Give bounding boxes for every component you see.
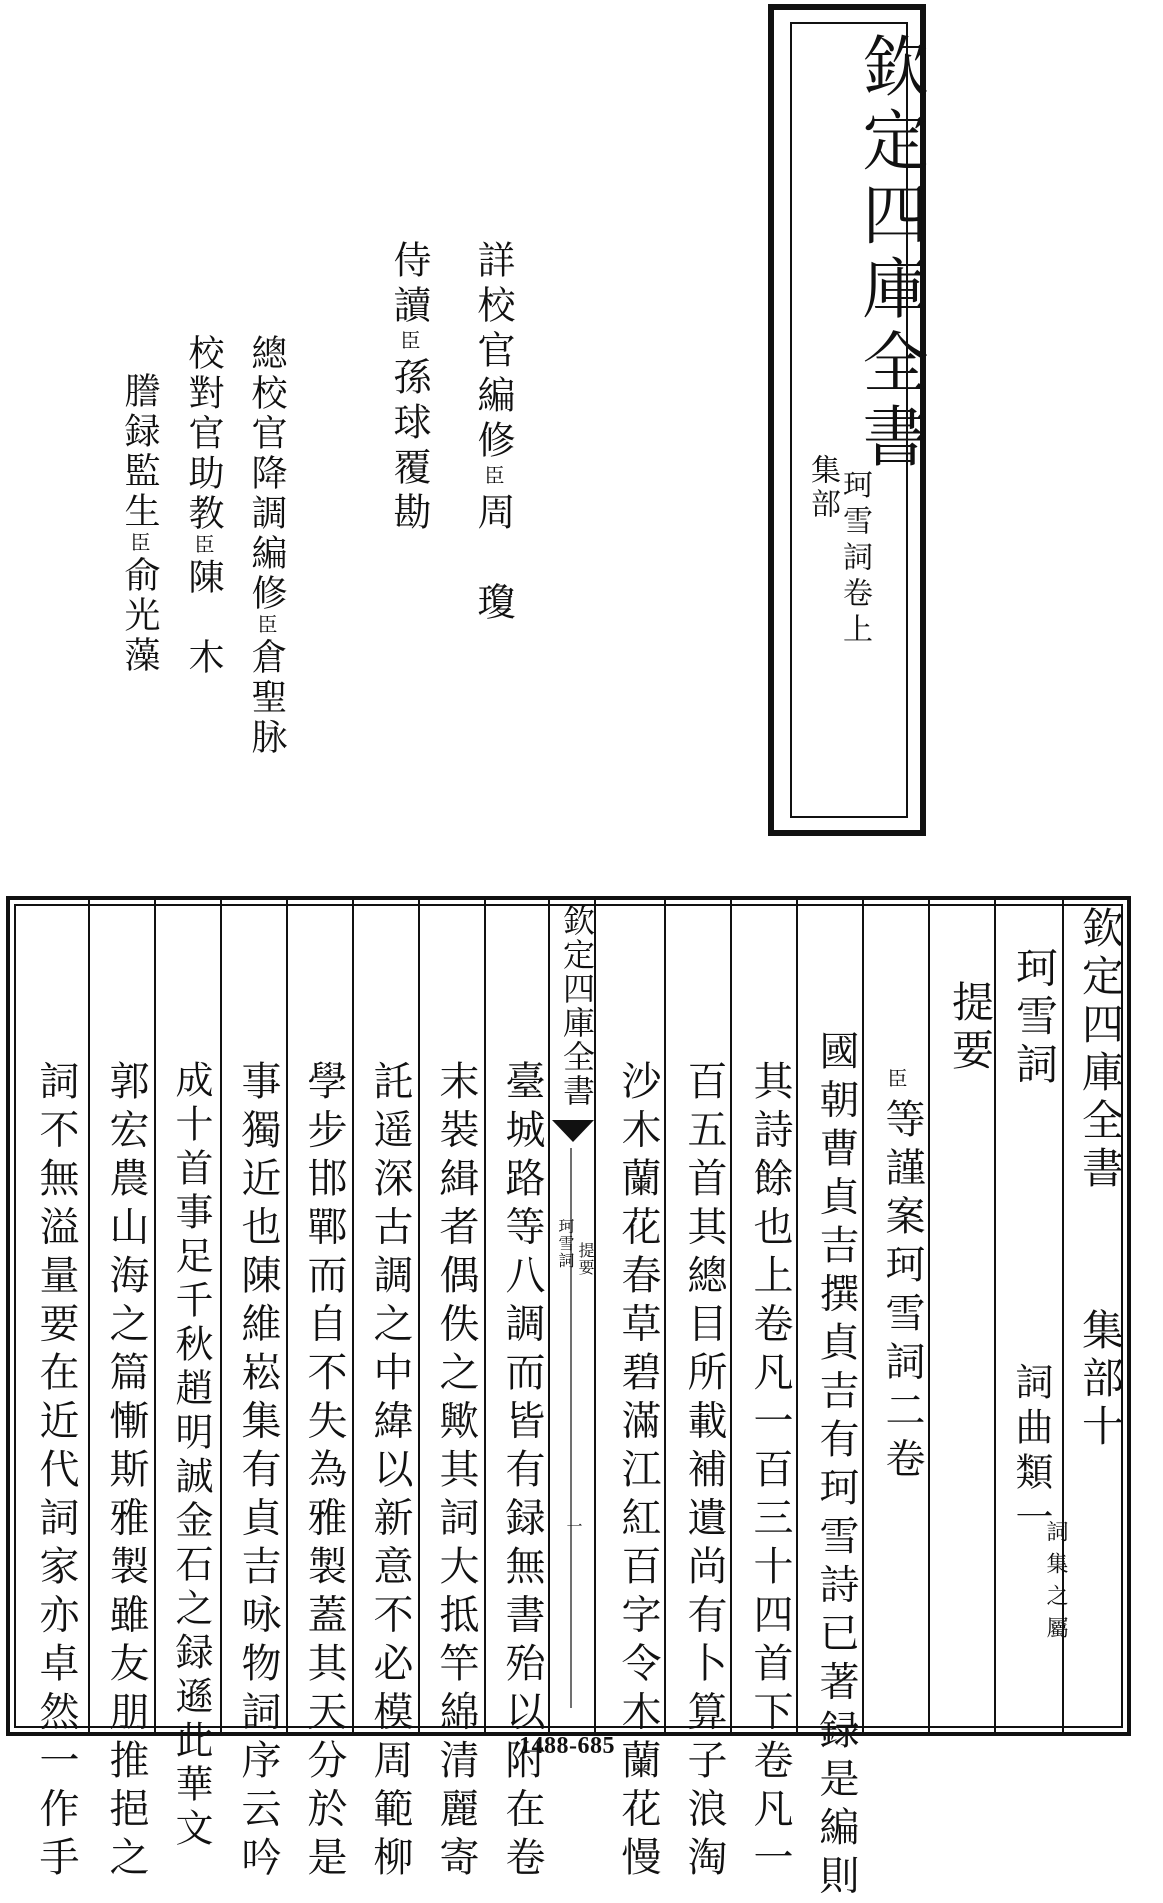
column-rule	[88, 898, 90, 1734]
text-line: 等謹案珂雪詞二卷	[879, 1098, 925, 1486]
credit-reviewer-title: 侍讀	[387, 240, 431, 330]
cover-work-title: 珂雪詞卷上	[837, 469, 872, 649]
credit-reviewer-name: 孫球覆勘	[387, 357, 431, 537]
text-line: 郭宏農山海之篇慚斯雅製雖友朋推挹之	[103, 1060, 149, 1885]
cover-inner-border	[790, 22, 928, 818]
column-rule	[220, 898, 222, 1734]
tiyao-heading: 提要	[946, 980, 995, 1076]
cover-panel	[768, 4, 926, 836]
credit-proofreader	[466, 240, 521, 627]
fold-tiyao: 提要	[576, 1242, 595, 1276]
credit-collator-name: 陳 木	[183, 558, 224, 678]
fold-column	[548, 898, 596, 1734]
credit-copyist	[114, 372, 165, 676]
text-line: 事獨近也陳維崧集有貞吉咏物詞序云吟	[235, 1060, 281, 1885]
text-line: 末裝緝者偶佚之歟其詞大抵竿綿清麗寄	[433, 1060, 479, 1885]
text-line: 學步邯鄲而自不失為雅製蓋其天分於是	[301, 1060, 347, 1885]
credit-proofreader-title: 詳校官編修	[471, 240, 515, 465]
category-label: 詞曲類一	[1009, 1362, 1053, 1542]
credit-collator-title: 校對官助教	[183, 334, 224, 534]
text-line: 託遥深古調之中緯以新意不必模周範柳	[367, 1060, 413, 1885]
text-line: 其詩餘也上卷凡一百三十四首下卷凡一	[747, 1060, 793, 1885]
credit-chen-mark: 臣	[127, 532, 151, 556]
credit-chief-editor	[241, 334, 292, 758]
credit-reviewer	[382, 240, 437, 537]
text-line: 成十首事足千秋趙明誠金石之録遜此華文	[169, 1060, 213, 1852]
credit-chen-mark: 臣	[254, 614, 278, 638]
text-line: 沙木蘭花春草碧滿江紅百字令木蘭花慢	[615, 1060, 661, 1885]
chen-mark: 臣	[884, 1068, 908, 1088]
credit-chen-mark: 臣	[191, 534, 215, 558]
page-header-title: 欽定四庫全書	[1076, 906, 1125, 1194]
fold-page-mark: 一	[564, 1518, 583, 1535]
text-line: 百五首其總目所載補遺尚有卜算子浪淘	[681, 1060, 727, 1885]
credit-chief-editor-title: 總校官降調編修	[246, 334, 287, 614]
fold-work-title: 珂雪詞	[556, 1218, 575, 1269]
credit-proofreader-name: 周 瓊	[471, 492, 515, 627]
credit-copyist-title: 謄録監生	[119, 372, 160, 532]
work-title: 珂雪詞	[1010, 946, 1059, 1090]
text-line: 臺城路等八調而皆有録無書殆以附在卷	[499, 1060, 545, 1885]
cover-section: 集部	[805, 454, 840, 522]
cover-title: 欽定四庫全書	[851, 32, 928, 476]
credit-copyist-name: 俞光藻	[119, 556, 160, 676]
page-header-section: 集部十	[1076, 1308, 1125, 1452]
text-line: 國朝曹貞吉撰貞吉有珂雪詩已著録是編則	[813, 1030, 859, 1903]
page-number: 1488-685	[519, 1733, 615, 1759]
credit-collator	[178, 334, 229, 678]
fold-title: 欽定四庫全書	[558, 904, 596, 1108]
category-note: 詞集之屬	[1043, 1520, 1068, 1648]
text-line: 詞不無溢量要在近代詞家亦卓然一作手	[33, 1060, 79, 1885]
credit-chen-mark: 臣	[481, 465, 505, 492]
fish-tail-mark	[552, 1120, 594, 1142]
credit-chief-editor-name: 倉聖脉	[246, 638, 287, 758]
credit-chen-mark: 臣	[397, 330, 421, 357]
